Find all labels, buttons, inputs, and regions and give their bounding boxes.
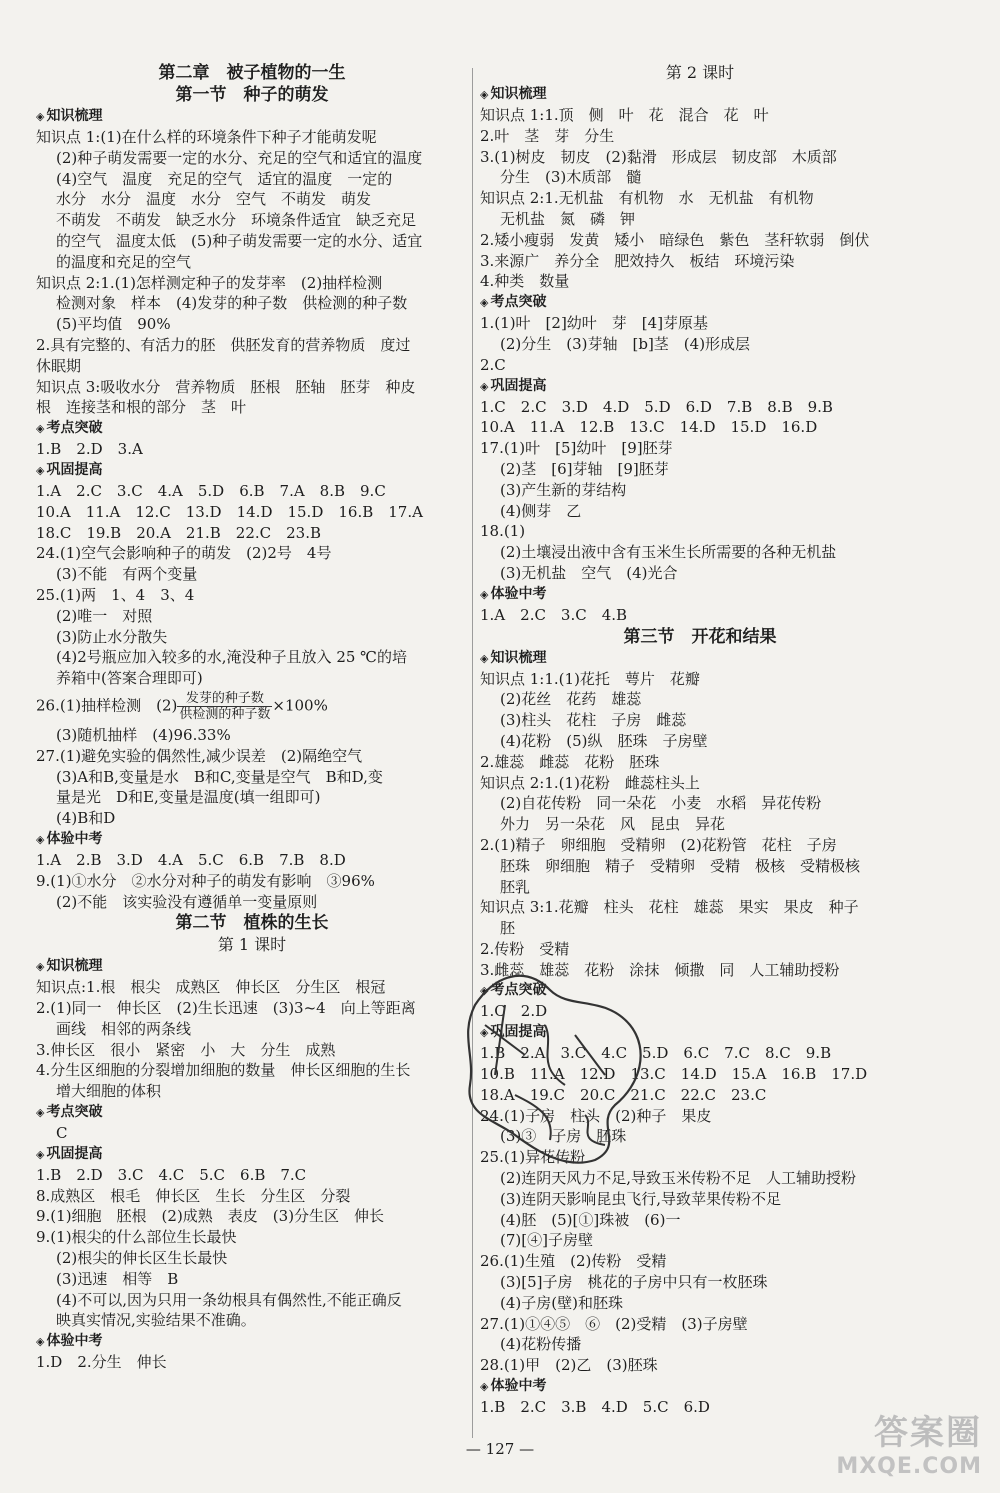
answer-line: 9.(1)根尖的什么部位生长最快: [36, 1228, 237, 1247]
section-heading: ◈ 考点突破: [36, 418, 468, 439]
answer-line: 知识点:1.根 根尖 成熟区 伸长区 分生区 根冠: [36, 978, 386, 997]
answer-line: 4.分生区细胞的分裂增加细胞的数量 伸长区细胞的生长: [36, 1061, 411, 1080]
answer-line: 知识点 1:1.(1)花托 萼片 花瓣: [480, 669, 700, 688]
column-divider: [472, 68, 473, 1438]
fraction-numerator: 发芽的种子数: [177, 691, 272, 707]
answer-line: 检测对象 样本 (4)发芽的种子数 供检测的种子数: [56, 294, 408, 313]
answer-line: 1.B 2.C 3.B 4.D 5.C 6.D: [480, 1398, 710, 1417]
watermark-logo: 答案圈: [874, 1413, 982, 1453]
answer-line: (3)防止水分散失: [56, 627, 168, 646]
answer-line: 1.C 2.D: [480, 1002, 548, 1021]
answer-line: 9.(1)①水分 ②水分对种子的萌发有影响 ③96%: [36, 871, 375, 890]
answer-line: 知识点 3:1.花瓣 柱头 花柱 雄蕊 果实 果皮 种子: [480, 898, 859, 917]
answer-line: 17.(1)叶 [5]幼叶 [9]胚芽: [480, 439, 673, 458]
answer-line: 3.伸长区 很小 紧密 小 大 分生 成熟: [36, 1040, 336, 1059]
answer-line: (2)种子萌发需要一定的水分、充足的空气和适宜的温度: [56, 148, 423, 167]
answer-line: 无机盐 氮 磷 钾: [500, 209, 636, 228]
answer-line: 27.(1)①④⑤ ⑥ (2)受精 (3)子房壁: [480, 1314, 748, 1333]
handwritten-scribble: [455, 965, 665, 1170]
answer-line: 1.A 2.B 3.D 4.A 5.C 6.B 7.B 8.D: [36, 850, 346, 869]
answer-line: 胚: [500, 919, 516, 938]
answer-line: (3)产生新的芽结构: [500, 480, 627, 499]
answer-line: 2.(1)精子 卵细胞 受精卵 (2)花粉管 花柱 子房: [480, 835, 837, 854]
right-column: [480, 62, 920, 1418]
answer-line: (3)[5]子房 桃花的子房中只有一枚胚珠: [500, 1273, 768, 1292]
left-column: [36, 62, 468, 1373]
lesson-subtitle: 第 1 课时: [217, 935, 287, 955]
answer-line: 2.叶 茎 芽 分生: [480, 126, 615, 145]
answer-line: 休眠期: [36, 356, 82, 375]
answer-line-fraction: [36, 691, 468, 722]
answer-line: 9.(1)细胞 胚根 (2)成熟 表皮 (3)分生区 伸长: [36, 1207, 385, 1226]
answer-line: (4)胚 (5)[①]珠被 (6)一: [500, 1210, 681, 1229]
answer-line: 4.种类 数量: [480, 272, 570, 291]
answer-line: (2)自花传粉 同一朵花 小麦 水稻 异花传粉: [500, 794, 822, 813]
watermark-url: MXQE.COM: [836, 1454, 982, 1479]
answer-line: 3.雌蕊 雄蕊 花粉 涂抹 倾撒 同 人工辅助授粉: [480, 960, 840, 979]
answer-line: 1.B 2.A 3.C 4.C 5.D 6.C 7.C 8.C 9.B: [480, 1044, 832, 1063]
answer-line: 的温度和充足的空气: [56, 252, 192, 271]
page-number: — 127 —: [465, 1440, 535, 1458]
answer-line: 映真实情况,实验结果不准确。: [56, 1311, 256, 1330]
answer-line: (2)茎 [6]芽轴 [9]胚芽: [500, 459, 669, 478]
answer-line: 10.A 11.A 12.C 13.D 14.D 15.D 16.B 17.A: [36, 502, 423, 521]
section-title: 第一节 种子的萌发: [175, 85, 329, 105]
answer-line: (2)根尖的伸长区生长最快: [56, 1249, 228, 1268]
answer-line: (4)子房(壁)和胚珠: [500, 1293, 623, 1312]
answer-line: 的空气 温度太低 (5)种子萌发需要一定的水分、适宜: [56, 231, 423, 250]
answer-line: 8.成熟区 根毛 伸长区 生长 分生区 分裂: [36, 1186, 351, 1205]
answer-line: 2.具有完整的、有活力的胚 供胚发育的营养物质 度过: [36, 335, 411, 354]
answer-line: (2)不能 该实验没有遵循单一变量原则: [56, 892, 318, 911]
answer-line: 3.(1)树皮 韧皮 (2)黏滑 形成层 韧皮部 木质部: [480, 147, 837, 166]
fraction-suffix: ×100%: [272, 696, 328, 715]
answer-line: (3)不能 有两个变量: [56, 565, 198, 584]
answer-line: (4)空气 温度 充足的空气 适宜的温度 一定的: [56, 169, 393, 188]
answer-line: 25.(1)异花传粉: [480, 1148, 586, 1167]
answer-line: 知识点 2:1.(1)花粉 雌蕊柱头上: [480, 773, 700, 792]
answer-line: 18.(1): [480, 522, 526, 541]
section-heading: ◈ 知识梳理: [36, 956, 468, 977]
watermark: [836, 1405, 982, 1479]
answer-line: 1.B 2.D 3.C 4.C 5.C 6.B 7.C: [36, 1165, 307, 1184]
answer-line: 画线 相邻的两条线: [56, 1019, 192, 1038]
answer-line: 知识点 2:1.(1)怎样测定种子的发芽率 (2)抽样检测: [36, 273, 383, 292]
answer-line: 胚乳: [500, 877, 531, 896]
answer-line: (2)分生 (3)芽轴 [b]茎 (4)形成层: [500, 334, 751, 353]
answer-line: 24.(1)空气会影响种子的萌发 (2)2号 4号: [36, 544, 332, 563]
answer-line: (2)花丝 花药 雄蕊: [500, 690, 642, 709]
answer-line: 知识点 3:吸收水分 营养物质 胚根 胚轴 胚芽 种皮: [36, 377, 416, 396]
section-heading: ◈ 巩固提高: [480, 376, 920, 397]
section-heading: ◈ 知识梳理: [36, 106, 468, 127]
section-title: 第二节 植株的生长: [175, 913, 329, 934]
answer-line: (5)平均值 90%: [56, 315, 171, 334]
answer-line: 3.来源广 养分全 肥效持久 板结 环境污染: [480, 251, 795, 270]
section-heading: ◈ 考点突破: [480, 292, 920, 313]
answer-line: 知识点 1:1.顶 侧 叶 花 混合 花 叶: [480, 106, 769, 124]
answer-line: 胚珠 卵细胞 精子 受精卵 受精 极核 受精极核: [500, 856, 861, 875]
answer-line: (3)连阴天影响昆虫飞行,导致苹果传粉不足: [500, 1189, 782, 1208]
section-heading: ◈ 考点突破: [480, 980, 920, 1001]
answer-line: (3)无机盐 空气 (4)光合: [500, 563, 678, 582]
answer-line: (3)③ 子房 胚珠: [500, 1127, 627, 1146]
answer-line: 10.B 11.A 12.D 13.C 14.D 15.A 16.B 17.D: [480, 1065, 868, 1084]
answer-line: 1.C 2.C 3.D 4.D 5.D 6.D 7.B 8.B 9.B: [480, 397, 833, 416]
section-heading: ◈ 体验中考: [480, 1376, 920, 1397]
answer-line: 增大细胞的体积: [56, 1082, 162, 1101]
answer-line: (4)2号瓶应加入较多的水,淹没种子且放入 25 ℃的培: [56, 648, 407, 667]
section-heading: ◈ 体验中考: [480, 584, 920, 605]
fraction-denominator: 供检测的种子数: [179, 706, 271, 722]
answer-line: 18.C 19.B 20.A 21.B 22.C 23.B: [36, 523, 321, 542]
answer-line: 2.(1)同一 伸长区 (2)生长迅速 (3)3~4 向上等距离: [36, 999, 416, 1018]
answer-line: 外力 另一朵花 风 昆虫 异花: [500, 815, 726, 834]
answer-line: 1.(1)叶 [2]幼叶 芽 [4]芽原基: [480, 314, 709, 333]
answer-line: (3)A和B,变量是水 B和C,变量是空气 B和D,变: [56, 767, 383, 786]
answer-line: 1.D 2.分生 伸长: [36, 1353, 167, 1372]
section-heading: ◈ 知识梳理: [480, 84, 920, 105]
answer-line: (4)花粉传播: [500, 1335, 582, 1354]
section-heading: ◈ 体验中考: [36, 829, 468, 850]
answer-line: (3)柱头 花柱 子房 雌蕊: [500, 711, 687, 730]
section-title: 第三节 开花和结果: [623, 626, 777, 647]
answer-line: (7)[④]子房壁: [500, 1231, 593, 1250]
answer-line: 不萌发 不萌发 缺乏水分 环境条件适宜 缺乏充足: [56, 211, 417, 230]
answer-line: 26.(1)生殖 (2)传粉 受精: [480, 1252, 667, 1271]
answer-line: 1.A 2.C 3.C 4.B: [480, 605, 628, 624]
answer-line: 24.(1)子房 柱头 (2)种子 果皮: [480, 1106, 712, 1125]
answer-line: 10.A 11.A 12.B 13.C 14.D 15.D 16.D: [480, 418, 818, 437]
answer-line: (4)花粉 (5)纵 胚珠 子房壁: [500, 731, 708, 750]
answer-line: 量是光 D和E,变量是温度(填一组即可): [56, 788, 321, 807]
fraction: [177, 691, 272, 722]
answer-line: 2.C: [480, 355, 506, 374]
answer-line: 2.传粉 受精: [480, 939, 570, 958]
answer-line: 2.雄蕊 雌蕊 花粉 胚珠: [480, 752, 660, 771]
answer-line: 25.(1)两 1、4 3、4: [36, 585, 195, 604]
section-heading: ◈ 知识梳理: [480, 648, 920, 669]
answer-line: 养箱中(答案合理即可): [56, 669, 203, 688]
answer-line: 28.(1)甲 (2)乙 (3)胚珠: [480, 1356, 658, 1375]
answer-line: 分生 (3)木质部 髓: [500, 168, 642, 187]
answer-line: 水分 水分 温度 水分 空气 不萌发 萌发: [56, 190, 372, 209]
section-heading: ◈ 体验中考: [36, 1331, 468, 1352]
answer-line: (4)B和D: [56, 809, 116, 828]
answer-line: 知识点 1:(1)在什么样的环境条件下种子才能萌发呢: [36, 128, 377, 146]
section-heading: ◈ 巩固提高: [36, 460, 468, 481]
answer-line: 1.B 2.D 3.A: [36, 440, 143, 459]
answer-line: 根 连接茎和根的部分 茎 叶: [36, 398, 247, 417]
answer-line: 27.(1)避免实验的偶然性,减少误差 (2)隔绝空气: [36, 746, 363, 765]
answer-line: 1.A 2.C 3.C 4.A 5.D 6.B 7.A 8.B 9.C: [36, 481, 386, 500]
section-heading: ◈ 巩固提高: [36, 1144, 468, 1165]
answer-line: C: [56, 1124, 68, 1143]
answer-line: 知识点 2:1.无机盐 有机物 水 无机盐 有机物: [480, 189, 814, 208]
answer-line: 18.A 19.C 20.C 21.C 22.C 23.C: [480, 1085, 767, 1104]
answer-line: (3)迅速 相等 B: [56, 1269, 179, 1288]
answer-line: (4)侧芽 乙: [500, 501, 582, 520]
answer-line: 2.矮小瘦弱 发黄 矮小 暗绿色 紫色 茎秆软弱 倒伏: [480, 230, 870, 249]
section-heading: ◈ 巩固提高: [480, 1022, 920, 1043]
fraction-prefix: 26.(1)抽样检测 (2): [36, 696, 178, 715]
answer-line: (2)土壤浸出液中含有玉米生长所需要的各种无机盐: [500, 543, 837, 562]
answer-line: (2)唯一 对照: [56, 606, 153, 625]
section-title: 第二章 被子植物的一生: [158, 63, 346, 83]
answer-line: (3)随机抽样 (4)96.33%: [56, 725, 231, 744]
answer-line: (2)连阴天风力不足,导致玉米传粉不足 人工辅助授粉: [500, 1169, 857, 1188]
answer-line: (4)不可以,因为只用一条幼根具有偶然性,不能正确反: [56, 1290, 402, 1309]
lesson-subtitle: 第 2 课时: [665, 63, 735, 82]
section-heading: ◈ 考点突破: [36, 1102, 468, 1123]
